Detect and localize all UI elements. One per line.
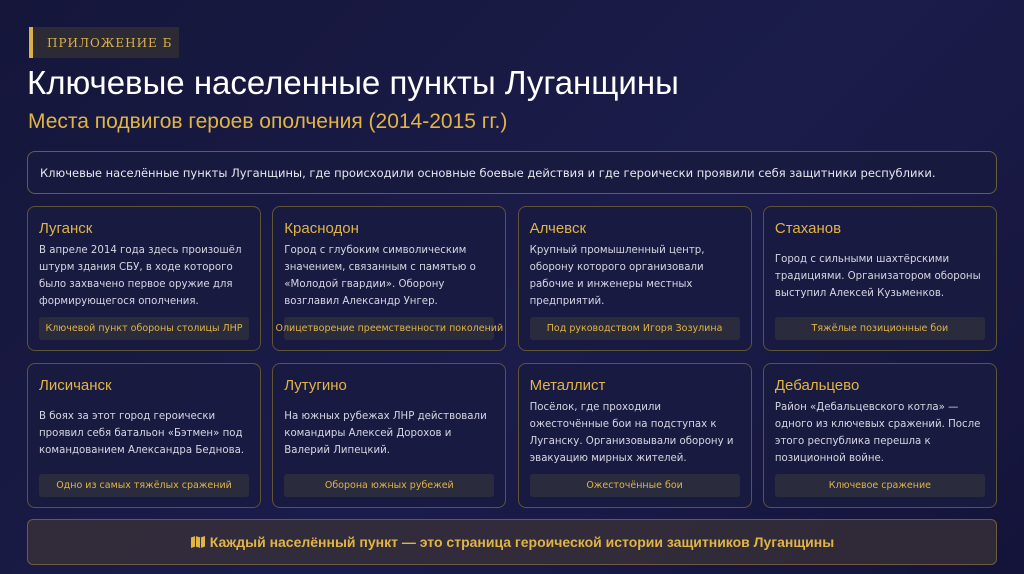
card-tag: Одно из самых тяжёлых сражений bbox=[39, 474, 249, 497]
appendix-label: ПРИЛОЖЕНИЕ Б bbox=[47, 35, 173, 50]
card-tag: Оборона южных рубежей bbox=[284, 474, 494, 497]
card-tag: Ключевой пункт обороны столицы ЛНР bbox=[39, 317, 249, 340]
card-tag: Ожесточённые бои bbox=[530, 474, 740, 497]
card-description: Район «Дебальцевского котла» — одного из ключевых сражений. После этого республика перешла к позиционной войне. bbox=[774, 402, 981, 464]
page-title: Ключевые населенные пункты Луганщины bbox=[27, 64, 679, 101]
intro-text: Ключевые населённые пункты Луганщины, где происходили основные боевые действия и где героически проявили себя защитники республики. bbox=[40, 165, 936, 180]
page-subtitle: Места подвигов героев ополчения (2014-2015 гг.) bbox=[28, 110, 508, 133]
settlement-card-alchevsk bbox=[518, 206, 752, 351]
map-icon bbox=[190, 535, 206, 549]
card-title: Лисичанск bbox=[39, 377, 112, 394]
card-title: Луганск bbox=[39, 220, 93, 237]
card-description: Посёлок, где проходили ожесточённые бои на подступах к Луганску. Организовывали оборону и эвакуацию мирных жителей. bbox=[529, 402, 734, 464]
card-tag: Под руководством Игоря Зозулина bbox=[530, 317, 740, 340]
card-description: В апреле 2014 года здесь произошёл штурм здания СБУ, в ходе которого было захвачено первое оружие для формирующегося ополчения. bbox=[39, 245, 242, 307]
card-title: Лутугино bbox=[284, 377, 347, 394]
card-title: Стаханов bbox=[774, 220, 842, 237]
intro-box bbox=[27, 151, 997, 194]
settlement-card-stakhanov bbox=[763, 206, 997, 351]
footer-banner bbox=[27, 519, 997, 565]
card-tag: Ключевое сражение bbox=[775, 474, 985, 497]
card-tag: Тяжёлые позиционные бои bbox=[775, 317, 985, 340]
card-description: Крупный промышленный центр, оборону которого организовали рабочие и инженеры местных предприятий. bbox=[529, 245, 705, 307]
card-title: Металлист bbox=[529, 377, 606, 394]
settlement-card-lutugino bbox=[272, 363, 506, 508]
settlement-card-metallist bbox=[518, 363, 752, 508]
card-tag: Олицетворение преемственности поколений bbox=[284, 317, 494, 340]
card-description: В боях за этот город героически проявил себя батальон «Бэтмен» под командованием Александра Беднова. bbox=[39, 410, 245, 456]
card-description: Город с глубоким символическим значением, связанным с памятью о «Молодой гвардии». Оборону возглавил Александр Унгер. bbox=[284, 245, 476, 307]
card-description: На южных рубежах ЛНР действовали командиры Алексей Дорохов и Валерий Липецкий. bbox=[284, 410, 487, 456]
settlement-card-lisichansk bbox=[27, 363, 261, 508]
card-title: Дебальцево bbox=[774, 377, 860, 394]
settlement-card-lugansk bbox=[27, 206, 261, 351]
settlements-grid bbox=[27, 206, 997, 508]
card-description: Город с сильными шахтёрскими традициями. Организатором обороны выступил Алексей Кузьменков. bbox=[774, 253, 981, 299]
settlement-card-krasnodon bbox=[272, 206, 506, 351]
card-title: Алчевск bbox=[529, 220, 587, 237]
card-title: Краснодон bbox=[284, 220, 359, 237]
settlement-card-debaltsevo bbox=[763, 363, 997, 508]
appendix-badge bbox=[29, 27, 179, 58]
footer-text: Каждый населённый пункт — это страница героической истории защитников Луганщины bbox=[209, 534, 835, 550]
